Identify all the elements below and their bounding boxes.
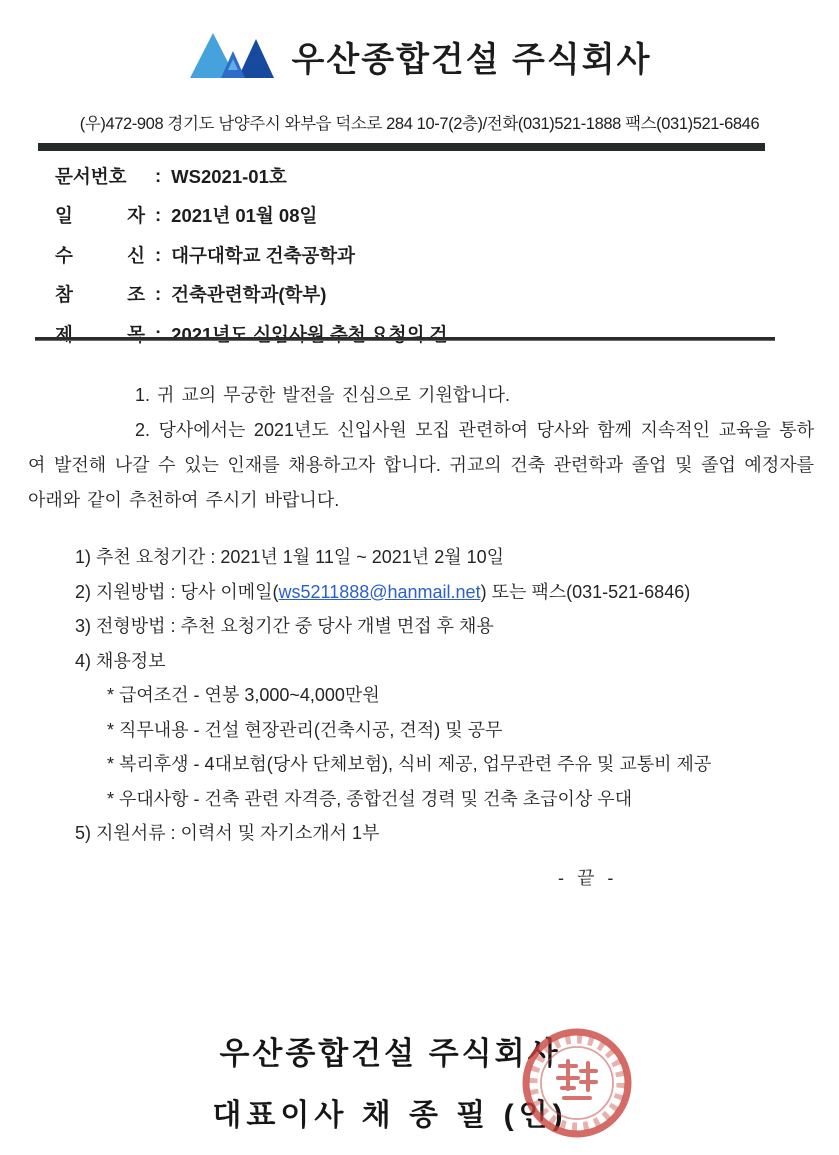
meta-value: WS2021-01호 xyxy=(171,165,287,187)
letterhead xyxy=(0,30,839,82)
meta-label: 문서번호 xyxy=(55,165,127,187)
divider-thick xyxy=(38,143,765,151)
list-item-selection-method: 3) 전형방법 : 추천 요청기간 중 당사 개별 면접 후 채용 xyxy=(75,616,494,636)
application-method-prefix: 2) 지원방법 : 당사 이메일( xyxy=(75,581,279,602)
meta-colon: : xyxy=(155,243,162,265)
document-meta xyxy=(55,156,447,354)
divider-double xyxy=(35,337,775,341)
company-logo-mountains-icon xyxy=(188,30,276,82)
meta-value: 대구대학교 건축공학과 xyxy=(171,244,356,266)
meta-colon: : xyxy=(155,322,162,344)
sub-item-benefits: * 복리후생 - 4대보험(당사 단체보험), 식비 제공, 업무관련 주유 및 교통비 제공 xyxy=(107,754,712,774)
meta-row-date xyxy=(55,196,447,236)
meta-label: 일 자 xyxy=(55,205,145,227)
company-name: 우산종합건설 주식회사 xyxy=(291,40,652,79)
meta-row-subject xyxy=(55,314,447,354)
recruitment-details-list xyxy=(75,540,825,851)
email-link[interactable]: ws5211888@hanmail.net xyxy=(278,581,481,602)
list-item-documents: 5) 지원서류 : 이력서 및 자기소개서 1부 xyxy=(75,823,380,843)
meta-colon: : xyxy=(155,283,162,305)
meta-row-reference xyxy=(55,275,447,315)
list-item-job-info: 4) 채용정보 xyxy=(75,650,166,671)
meta-value: 건축관련학과(학부) xyxy=(171,284,327,306)
meta-label: 참 조 xyxy=(55,284,145,306)
meta-colon: : xyxy=(155,204,162,226)
meta-value: 2021년도 신입사원 추천 요청의 건 xyxy=(171,323,448,345)
meta-row-recipient xyxy=(55,235,447,275)
sub-item-preferences: * 우대사항 - 건축 관련 자격증, 종합건설 경력 및 건축 초급이상 우대 xyxy=(107,788,633,809)
meta-label: 제 목 xyxy=(55,323,145,345)
meta-label: 수 신 xyxy=(55,244,145,266)
list-item-request-period: 1) 추천 요청기간 : 2021년 1월 11일 ~ 2021년 2월 10일 xyxy=(75,547,504,567)
application-method-suffix: ) 또는 팩스(031-521-6846) xyxy=(480,581,691,602)
list-item-application-method xyxy=(75,575,825,610)
address-line: (우)472-908 경기도 남양주시 와부읍 덕소로 284 10-7(2층)/전화(031)521-1888 팩스(031)521-6846 xyxy=(79,115,760,133)
sub-item-job-duties: * 직무내용 - 건설 현장관리(건축시공, 견적) 및 공무 xyxy=(107,719,503,740)
meta-colon: : xyxy=(155,164,162,186)
signature-company-name: 우산종합건설 주식회사 xyxy=(219,1036,561,1071)
body-paragraph-request: 2. 당사에서는 2021년도 신입사원 모집 관련하여 당사와 함께 지속적인 교육을 통하여 발전해 나갈 수 있는 인재를 채용하고자 합니다. 귀교의 건축 관련학과 졸업 및 졸업 예정자를 아래와 같이 추천하여 주시기 바랍니다. xyxy=(28,420,814,510)
company-seal-stamp-icon xyxy=(520,1026,634,1140)
meta-value: 2021년 01월 08일 xyxy=(171,205,318,227)
end-of-document-mark: - 끝 - xyxy=(558,868,618,888)
signature-ceo-line: 대표이사 채 종 필 (인) xyxy=(212,1099,568,1132)
sub-item-salary: * 급여조건 - 연봉 3,000~4,000만원 xyxy=(107,685,380,705)
signature-block xyxy=(0,1028,780,1134)
body-paragraph-greeting: 1. 귀 교의 무궁한 발전을 진심으로 기원합니다. xyxy=(135,385,511,405)
meta-row-doc-number xyxy=(55,156,447,196)
letter-body xyxy=(28,378,814,518)
